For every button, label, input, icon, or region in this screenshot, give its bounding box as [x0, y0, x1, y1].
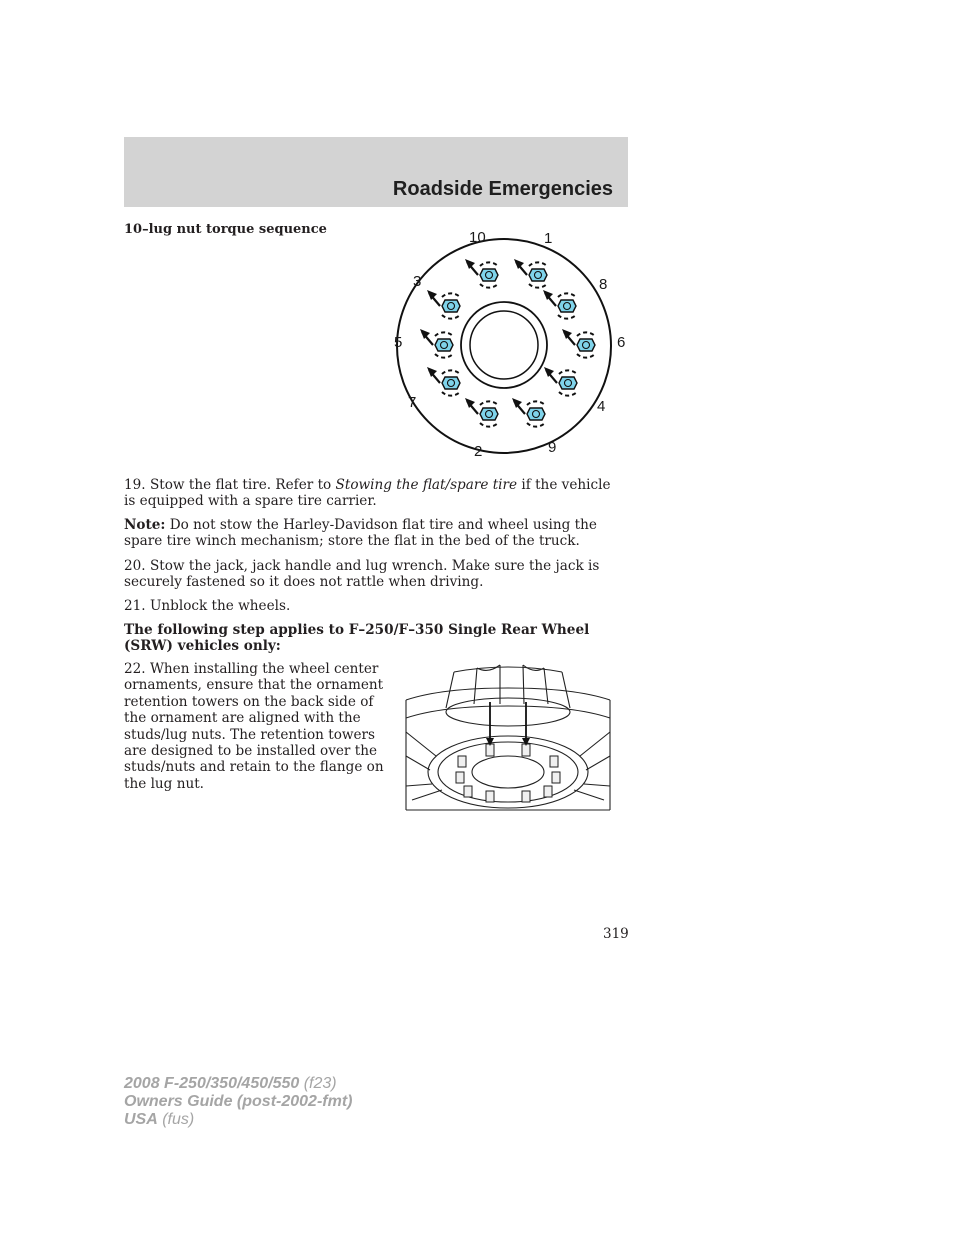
document-footer	[124, 1075, 352, 1129]
paragraph-step-19	[124, 477, 624, 510]
sequence-label: 7	[408, 394, 417, 411]
sequence-label: 4	[597, 398, 606, 415]
note-text: Do not stow the Harley-Davidson flat tire and wheel using the spare tire winch mechanism; store the flat in the bed of the truck.	[124, 517, 597, 550]
sequence-label: 3	[413, 273, 422, 290]
step-19-text: 19. Stow the flat tire. Refer to	[124, 477, 336, 493]
page-number: 319	[603, 926, 629, 942]
paragraph-step-22: 22. When installing the wheel center ornaments, ensure that the ornament retention towers on the back side of the ornament are aligned with the studs/lug nuts. The retention towers are designed to be installed over the studs/nuts and retain to the flange on the lug nut.	[124, 661, 384, 792]
footer-market-code: (fus)	[157, 1111, 195, 1128]
sequence-label: 2	[474, 443, 483, 460]
sequence-label: 8	[599, 276, 608, 293]
sequence-label: 1	[544, 230, 553, 247]
sequence-label: 9	[548, 439, 557, 456]
step-19-reference: Stowing the flat/spare tire	[335, 477, 518, 493]
section-title: Roadside Emergencies	[392, 178, 613, 200]
lug-nut-torque-diagram	[388, 222, 638, 462]
note-label: Note:	[124, 517, 166, 533]
note-paragraph	[124, 517, 624, 550]
footer-model: 2008 F-250/350/450/550	[124, 1075, 300, 1092]
paragraph-step-20: 20. Stow the jack, jack handle and lug wrench. Make sure the jack is securely fastened so it does not rattle when driving.	[124, 558, 600, 591]
wheel-ornament-diagram	[402, 660, 614, 818]
footer-line-model	[124, 1075, 352, 1093]
hub-inner-ring	[470, 311, 538, 379]
section-header-band	[124, 137, 628, 207]
footer-model-code: (f23)	[299, 1075, 337, 1092]
figure-caption: 10–lug nut torque sequence	[124, 222, 327, 237]
sequence-label: 5	[394, 334, 403, 351]
step-19-text-end: if the vehicle is equipped with a spare tire carrier.	[124, 477, 611, 510]
paragraph-step-21: 21. Unblock the wheels.	[124, 598, 291, 614]
srw-subheading: The following step applies to F–250/F–350 Single Rear Wheel (SRW) vehicles only:	[124, 622, 590, 655]
footer-market: USA	[124, 1111, 158, 1128]
footer-line-market	[124, 1111, 352, 1129]
footer-line-guide: Owners Guide (post-2002-fmt)	[124, 1093, 353, 1110]
sequence-label: 10	[469, 229, 486, 246]
sequence-label: 6	[617, 334, 626, 351]
